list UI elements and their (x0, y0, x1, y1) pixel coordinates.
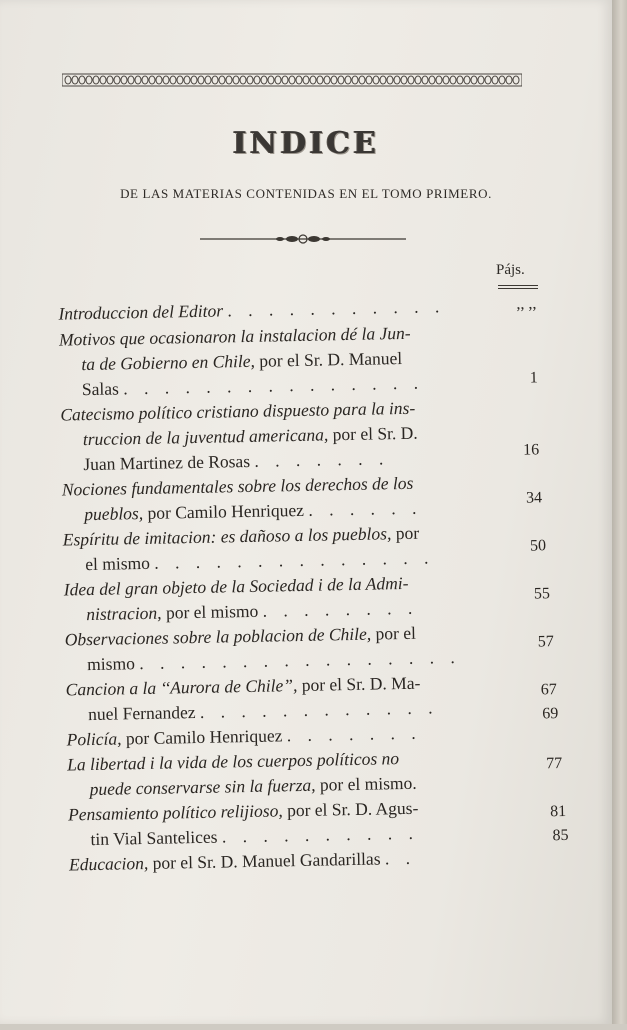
entry-title: Pensamiento político relijioso, (67, 800, 283, 825)
page-edge (612, 0, 627, 1024)
entry-title: Cancion a la ‘‘Aurora de Chile”, (65, 675, 298, 700)
page-number: 81 (549, 802, 567, 821)
page-number: 16 (523, 441, 540, 459)
page-number: ,, ,, (516, 295, 537, 313)
page-number: 55 (533, 585, 551, 603)
entry-title: pueblos, (84, 502, 144, 525)
entry-title: ta de Gobierno en Chile, (81, 350, 256, 375)
page-number: 77 (546, 754, 563, 773)
toc-entry-line (83, 422, 418, 450)
entry-author: por (391, 522, 420, 544)
entry-author: por Camilo Henriquez (121, 725, 283, 749)
entry-title: truccion de la juventud americana, (82, 424, 329, 450)
entry-author: por el Sr. D. Ma- (297, 672, 421, 696)
entry-author: Salas (81, 378, 120, 400)
toc-entry-line (69, 847, 416, 876)
leader-dots: . . . . . . . (286, 722, 422, 746)
entry-author: nuel Fernandez (87, 702, 196, 725)
pages-column-header: Pájs. (496, 262, 525, 278)
page-number: 85 (552, 826, 569, 845)
index-title: INDICE (232, 126, 380, 161)
toc-entry-line (81, 347, 402, 375)
toc-entry-line (85, 546, 435, 575)
leader-dots: . . . . . . . . . . . . . . . . (139, 646, 461, 674)
leader-dots: . . . . . . . . . . . (227, 296, 446, 321)
entry-title: La libertad i la vida de los cuerpos políticos no (66, 748, 400, 775)
leader-dots: . . (384, 847, 417, 869)
entry-author: por el mismo (161, 600, 259, 623)
entry-author: por el Sr. D. Manuel Gandarillas (148, 848, 381, 873)
entry-author: por el Sr. D. (328, 422, 418, 445)
entry-title: Espíritu de imitacion: es dañoso a los pueblos, (62, 523, 392, 550)
leader-dots: . . . . . . . . . . . . . . . (123, 372, 425, 399)
entry-author: mismo (86, 653, 136, 675)
toc-entry-line (83, 447, 389, 475)
entry-author: por Camilo Henriquez (142, 499, 305, 523)
toc-entry-line (65, 672, 420, 701)
leader-dots: . . . . . . (308, 497, 423, 520)
toc-entry-line (65, 622, 417, 651)
toc-entry-line (88, 696, 439, 725)
page-number: 69 (542, 705, 559, 723)
index-subtitle: DE LAS MATERIAS CONTENIDAS EN EL TOMO PRIMERO. (120, 186, 492, 201)
entry-author: por el Sr. D. Agus- (282, 797, 419, 821)
toc-entry-line (86, 597, 418, 625)
entry-title: Idea del gran objeto de la Sociedad i de la Admi- (63, 572, 409, 600)
page-number: 67 (540, 681, 557, 699)
entry-title: Observaciones sobre la poblacion de Chile, (64, 623, 372, 650)
entry-author: por el mismo. (315, 772, 417, 795)
entry-title: Educacion, (68, 852, 149, 875)
entry-title: Catecismo político cristiano dispuesto para la ins- (60, 397, 416, 425)
leader-dots: . . . . . . . . . . (221, 822, 420, 847)
toc-entry-line (82, 372, 425, 401)
entry-title: nistracion, (86, 602, 162, 625)
entry-title: Policía, (66, 728, 122, 750)
entry-title: puede conservarse sin la fuerza, (89, 774, 316, 800)
entry-author: por el (370, 622, 417, 644)
toc-entry-line (84, 497, 423, 525)
entry-author: el mismo (85, 552, 151, 575)
leader-dots: . . . . . . . . (262, 597, 419, 621)
toc-entry-line (87, 646, 461, 675)
entry-author: Juan Martinez de Rosas (83, 450, 251, 475)
toc-entry-line (68, 797, 419, 826)
entry-title: Nociones fundamentales sobre los derechos de los (61, 472, 414, 500)
page-number: 50 (529, 537, 547, 555)
entry-author: por el Sr. D. Manuel (254, 347, 403, 371)
toc-entry-line (58, 295, 445, 324)
leader-dots: . . . . . . . . . . . . (199, 697, 439, 722)
toc-entry-line (63, 522, 420, 551)
leader-dots: . . . . . . . . . . . . . . (154, 547, 435, 573)
page-number: 1 (529, 369, 538, 387)
entry-title: Introduccion del Editor (58, 300, 224, 324)
leader-dots: . . . . . . . (254, 448, 390, 471)
toc-entry-line (66, 722, 421, 751)
toc-entry-line (89, 772, 416, 800)
page-number: 57 (537, 633, 555, 651)
page-number: 34 (525, 489, 543, 507)
entry-author: tin Vial Santelices (90, 826, 218, 850)
toc-entry-line (90, 822, 419, 850)
entry-title: Motivos que ocasionaron la instalacion dé la Jun- (58, 322, 411, 350)
